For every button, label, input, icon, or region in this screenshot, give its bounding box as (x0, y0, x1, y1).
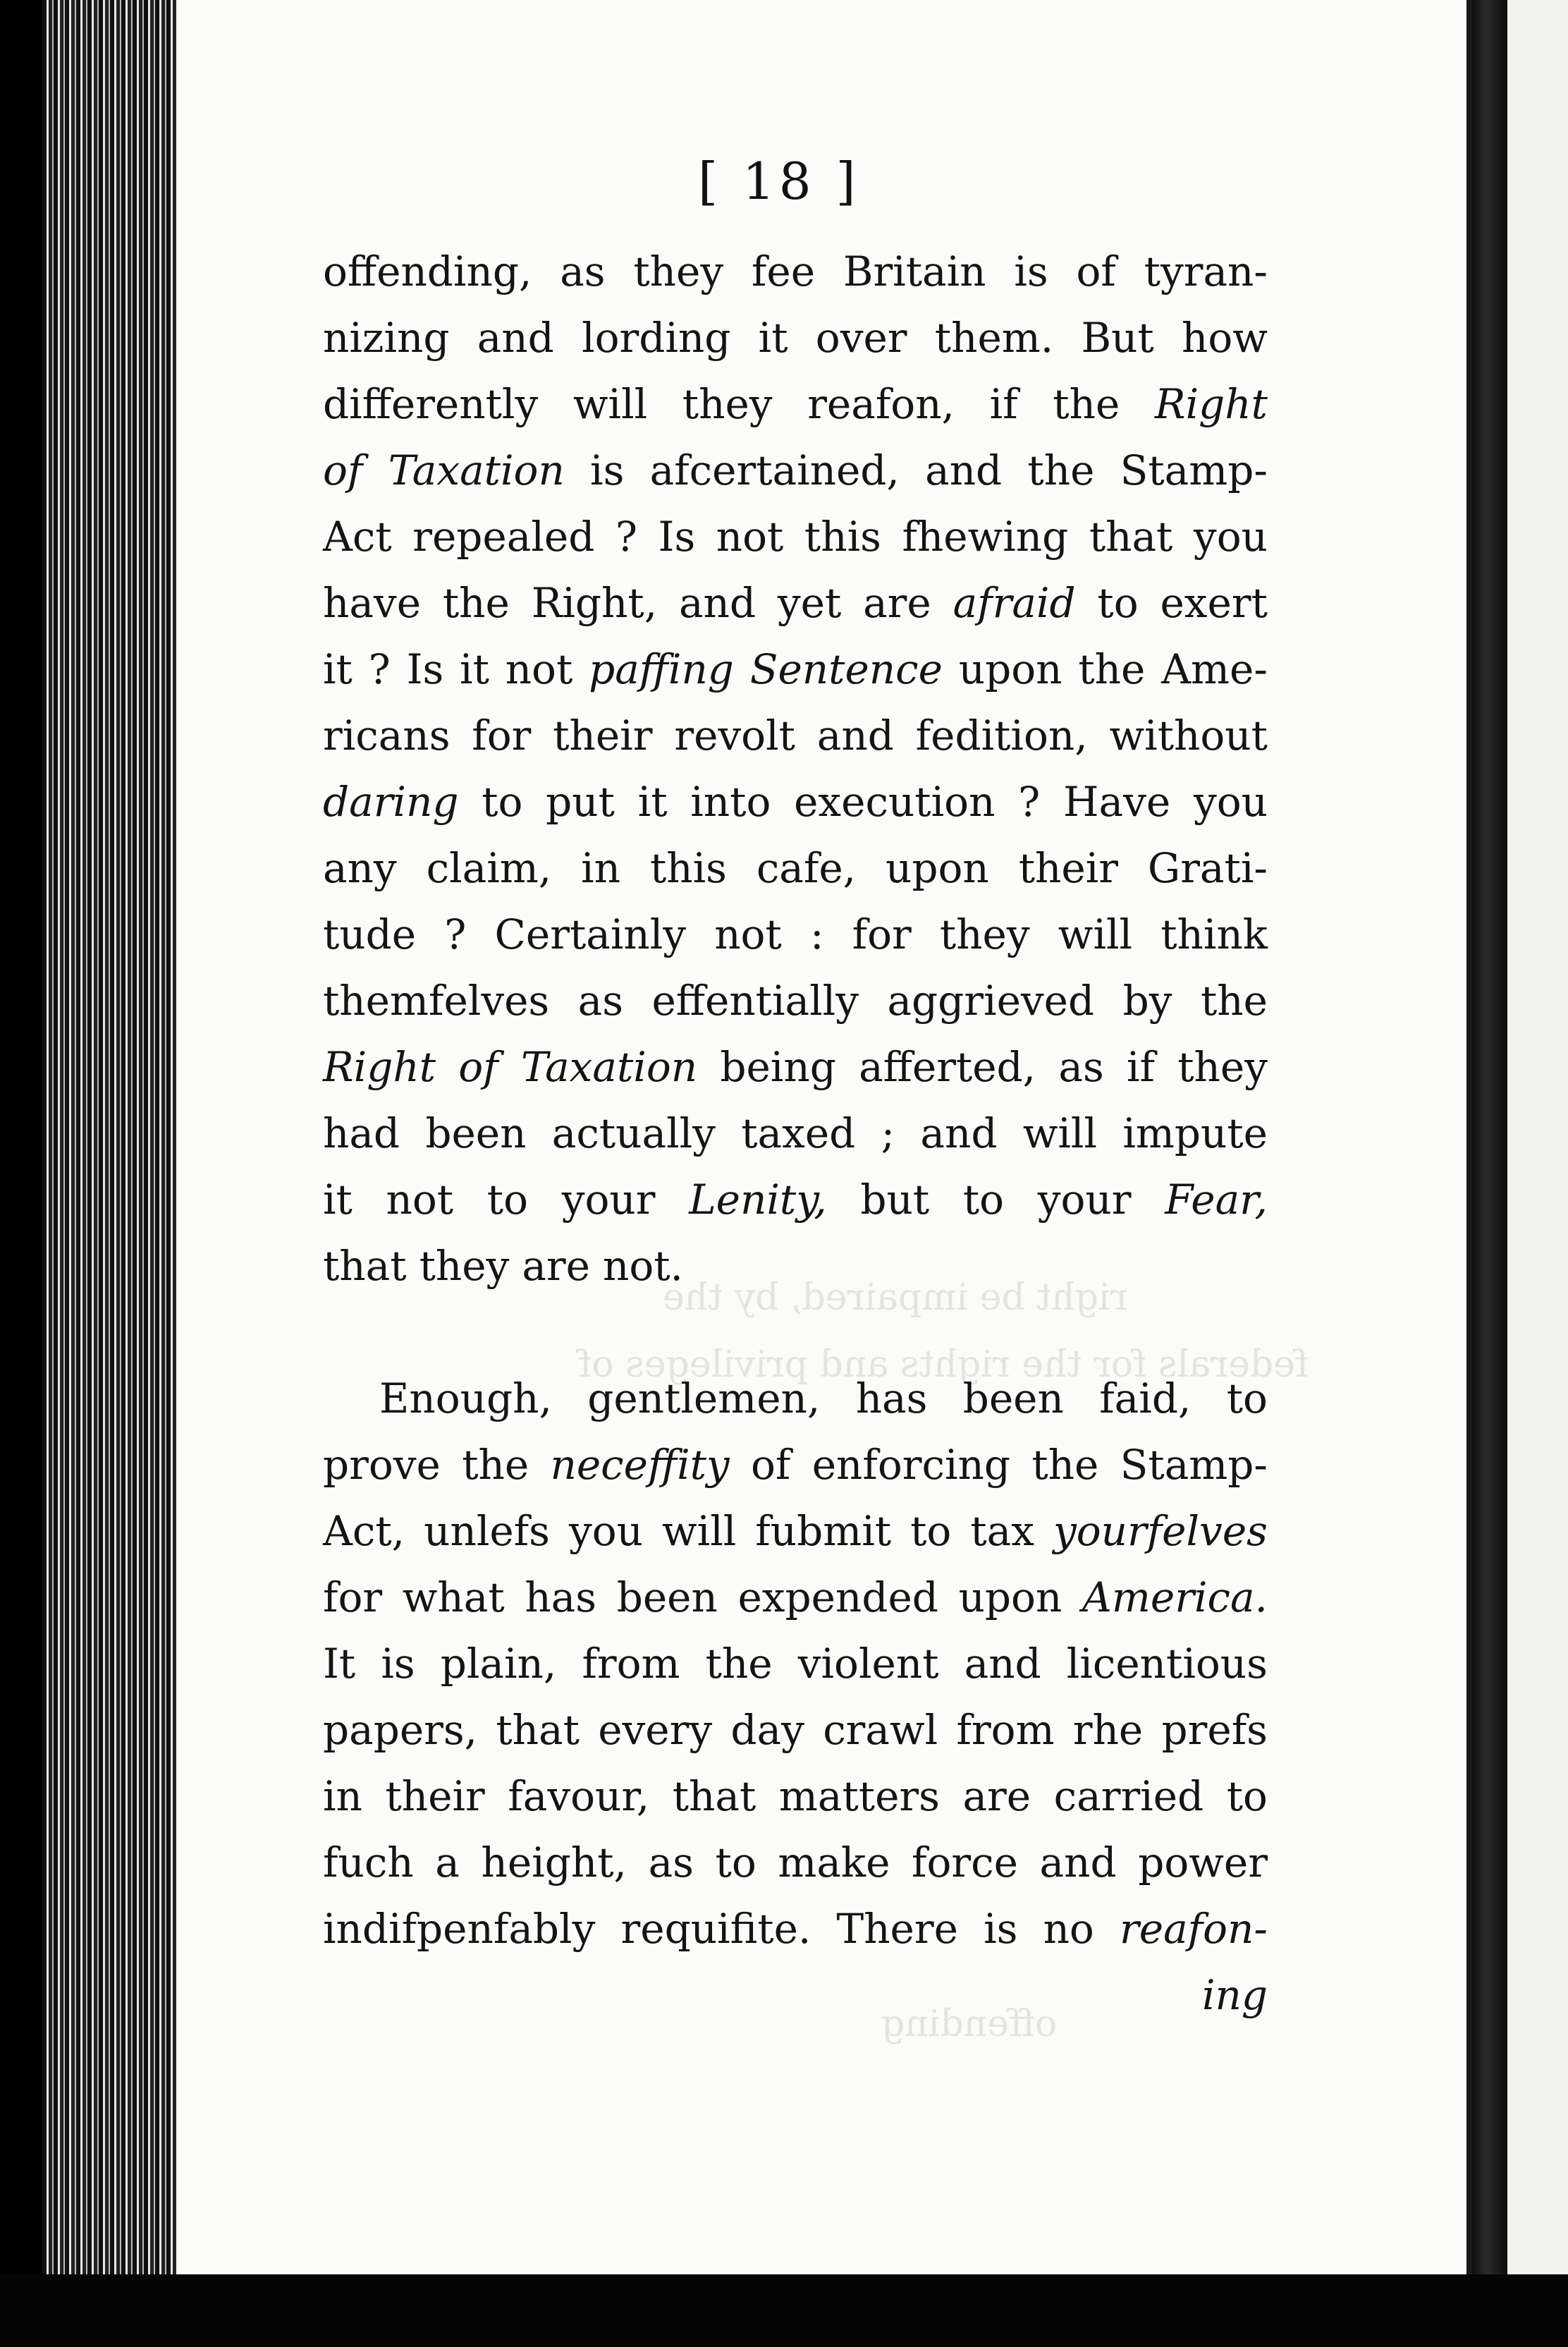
margin-mark: ▪ (14, 1647, 31, 1675)
italic-word: Taxation (520, 1043, 698, 1091)
word: for (323, 1573, 383, 1621)
word: are (863, 579, 931, 627)
word: from (956, 1706, 1055, 1754)
word: the (1078, 645, 1146, 693)
word: favour, (508, 1772, 650, 1820)
word: as (577, 977, 623, 1025)
word: rhe (1072, 1706, 1144, 1754)
word: ? (444, 910, 467, 958)
word: is (1014, 248, 1048, 295)
word: you (568, 1507, 643, 1555)
text-line (323, 238, 1268, 305)
italic-word: of (323, 446, 363, 494)
word: fubmit (755, 1507, 892, 1555)
text-line (323, 1829, 1268, 1896)
text-line (323, 1564, 1268, 1630)
word: Stamp- (1120, 446, 1268, 494)
word: if (989, 380, 1018, 428)
word: to (1226, 1772, 1268, 1820)
word: being (720, 1043, 836, 1091)
text-line (323, 702, 1268, 769)
word: not. (602, 1242, 683, 1290)
text-line (323, 968, 1268, 1034)
word: have (323, 579, 422, 627)
text-line (323, 1697, 1268, 1763)
text-line (323, 1365, 1268, 1432)
text-line (323, 1166, 1268, 1233)
word: fuch (323, 1839, 414, 1886)
word: make (778, 1839, 890, 1886)
word: faid, (1099, 1374, 1192, 1422)
word: the (442, 579, 510, 627)
word: and (920, 1109, 998, 1157)
italic-word: Lenity, (689, 1176, 827, 1224)
word: you (1193, 778, 1268, 826)
word: ? (368, 645, 391, 693)
paragraph-break (323, 1299, 1268, 1365)
word: your (1037, 1176, 1132, 1224)
word: it (637, 778, 668, 826)
word: are (962, 1772, 1031, 1820)
word: carried (1053, 1772, 1204, 1820)
word: had (323, 1109, 400, 1157)
italic-word: afraid (953, 579, 1076, 627)
word: to (962, 1176, 1005, 1224)
word: tax (970, 1507, 1034, 1555)
word: been (425, 1109, 527, 1157)
word: But (1081, 314, 1154, 362)
word: it (323, 645, 353, 693)
text-line (323, 1233, 1268, 1299)
word: the (1031, 1441, 1099, 1489)
word: Is (658, 513, 696, 561)
word: lording (582, 314, 731, 362)
word: put (546, 778, 615, 826)
word: and (925, 446, 1003, 494)
word: are (522, 1242, 590, 1290)
word: but (860, 1176, 930, 1224)
word: aggrieved (887, 977, 1095, 1025)
word: papers, (323, 1706, 478, 1754)
text-line (323, 371, 1268, 437)
word: yet (777, 579, 842, 627)
word: to (715, 1839, 757, 1886)
word: ; (881, 1109, 895, 1157)
word: day (730, 1706, 804, 1754)
italic-word: paffing (589, 645, 734, 693)
word: revolt (674, 712, 795, 760)
word: and (1039, 1839, 1117, 1886)
word: has (525, 1573, 597, 1621)
italic-word: Right (1154, 380, 1268, 428)
word: without (1109, 712, 1268, 760)
word: height, (481, 1839, 627, 1886)
word: they (1177, 1043, 1268, 1091)
text-line (323, 835, 1268, 901)
word: unlefs (424, 1507, 550, 1555)
word: as (1058, 1043, 1104, 1091)
word: enforcing (811, 1441, 1011, 1489)
word: Britain (843, 248, 986, 295)
word: that (496, 1706, 580, 1754)
word: for (852, 910, 912, 958)
word: Is (406, 645, 444, 693)
text-line (323, 1498, 1268, 1564)
word: the (1200, 977, 1268, 1025)
word: repealed (412, 513, 595, 561)
word: in (323, 1772, 362, 1820)
word: to (1226, 1374, 1268, 1422)
word: afcertained, (649, 446, 900, 494)
word: they (419, 1242, 510, 1290)
text-line (323, 1763, 1268, 1829)
word: tyran- (1144, 248, 1268, 295)
italic-word: Sentence (749, 645, 943, 693)
word: and (816, 712, 894, 760)
word: Act (323, 513, 392, 561)
word: matters (778, 1772, 940, 1820)
word: will (1022, 1109, 1098, 1157)
word: upon (958, 1573, 1062, 1621)
word: them. (934, 314, 1054, 362)
word: and (477, 314, 554, 362)
word: ? (1018, 778, 1041, 826)
word: no (1043, 1905, 1094, 1953)
word: claim, (426, 844, 552, 892)
text-line (323, 636, 1268, 702)
word: crawl (823, 1706, 938, 1754)
word: it (460, 645, 489, 693)
italic-word: yourfelves (1053, 1507, 1268, 1555)
word: the (705, 1640, 773, 1688)
word: It (323, 1640, 356, 1688)
word: the (1027, 446, 1095, 494)
margin-mark: ▿ (20, 1985, 32, 2013)
word: taxed (741, 1109, 856, 1157)
word: power (1138, 1839, 1268, 1886)
page-fore-edge (42, 0, 183, 2347)
word: not (714, 910, 782, 958)
word: as (560, 248, 606, 295)
word: to (482, 778, 523, 826)
word: of (1076, 248, 1116, 295)
word: think (1160, 910, 1268, 958)
word: will (572, 380, 648, 428)
word: is (984, 1905, 1018, 1953)
word: expended (737, 1573, 938, 1621)
italic-word: Right (323, 1043, 436, 1091)
word: their (385, 1772, 485, 1820)
word: impute (1122, 1109, 1268, 1157)
word: offending, (323, 248, 532, 295)
text-line (323, 1100, 1268, 1166)
word: force (912, 1839, 1018, 1886)
word: into (690, 778, 771, 826)
word: ? (615, 513, 637, 561)
word: fhewing (902, 513, 1069, 561)
text-line (323, 1896, 1268, 1962)
text-line (323, 1432, 1268, 1498)
text-line (323, 570, 1268, 636)
word: Enough, (379, 1374, 552, 1422)
word: that (323, 1242, 407, 1290)
word: will (1058, 910, 1133, 958)
text-line (323, 504, 1268, 570)
italic-word: America. (1082, 1573, 1268, 1621)
word: fedition, (915, 712, 1088, 760)
word: has (855, 1374, 928, 1422)
word: is (590, 446, 625, 494)
word: they (682, 380, 773, 428)
word: ricans (323, 712, 451, 760)
word: violent (797, 1640, 939, 1688)
word: the (462, 1441, 529, 1489)
bottom-shadow (0, 2274, 1568, 2347)
word: Have (1062, 778, 1171, 826)
word: every (598, 1706, 713, 1754)
text-line (323, 305, 1268, 371)
word: how (1182, 314, 1268, 362)
catchword (323, 1962, 1268, 2028)
text-line (323, 437, 1268, 504)
word: execution (794, 778, 996, 826)
word: exert (1160, 579, 1268, 627)
word: : (809, 910, 824, 958)
word: if (1126, 1043, 1155, 1091)
facing-page-edge (1507, 0, 1568, 2274)
word: Ame- (1161, 645, 1268, 693)
word: will (662, 1507, 737, 1555)
word: and (678, 579, 757, 627)
word: licentious (1066, 1640, 1268, 1688)
word: any (323, 844, 397, 892)
word: this (804, 513, 881, 561)
word: in (581, 844, 621, 892)
word: effentially (651, 977, 859, 1025)
word: indifpenfably (323, 1905, 596, 1953)
bleed-through-text: offending (881, 2003, 1058, 2045)
word: is (381, 1640, 415, 1688)
word: this (649, 844, 727, 892)
word: your (561, 1176, 656, 1224)
word: cafe, (756, 844, 857, 892)
bleed-through-text: federals for the rights and privileges of (578, 1343, 1309, 1386)
word: differently (323, 380, 539, 428)
word: for (472, 712, 532, 760)
word: Act, (323, 1507, 405, 1555)
word: it (758, 314, 788, 362)
word: by (1122, 977, 1172, 1025)
text-line (323, 1034, 1268, 1100)
word: been (616, 1573, 718, 1621)
bleed-through-text: right be impaired, by the (663, 1276, 1128, 1319)
word: Stamp- (1120, 1441, 1268, 1489)
word: upon (958, 645, 1062, 693)
italic-word: neceffity (550, 1441, 730, 1489)
word: their (553, 712, 653, 760)
word: actually (551, 1109, 716, 1157)
word: themfelves (323, 977, 550, 1025)
word: to (486, 1176, 529, 1224)
italic-word: reafon- (1120, 1905, 1268, 1953)
page-number-header: [ 18 ] (698, 152, 860, 211)
word: not (716, 513, 784, 561)
word: gentlemen, (587, 1374, 821, 1422)
word: Right, (531, 579, 658, 627)
word: requifite. (620, 1905, 811, 1953)
word: they (939, 910, 1030, 958)
word: tude (323, 910, 417, 958)
word: they (633, 248, 724, 295)
word: afferted, (859, 1043, 1036, 1091)
word: you (1193, 513, 1268, 561)
word: not (386, 1176, 454, 1224)
text-line (323, 769, 1268, 835)
italic-word: Fear, (1165, 1176, 1268, 1224)
word: to (910, 1507, 952, 1555)
word: not (505, 645, 573, 693)
word: it (323, 1176, 353, 1224)
margin-mark: ‹ (6, 1400, 16, 1428)
word: their (1018, 844, 1118, 892)
word: the (1053, 380, 1120, 428)
italic-word: of (458, 1043, 498, 1091)
text-line (323, 1630, 1268, 1697)
word: reafon, (807, 380, 955, 428)
text-line (323, 901, 1268, 968)
word: prove (323, 1441, 441, 1489)
italic-word: daring (323, 778, 459, 826)
word: been (962, 1374, 1064, 1422)
binding-gutter (1472, 0, 1507, 2347)
italic-word: Taxation (388, 446, 565, 494)
word: that (1089, 513, 1173, 561)
italic-word: ing (1201, 1971, 1268, 2019)
word: prefs (1161, 1706, 1268, 1754)
word: and (964, 1640, 1041, 1688)
word: upon (886, 844, 989, 892)
word: over (815, 314, 907, 362)
word: Certainly (494, 910, 687, 958)
body-text (323, 238, 1268, 2028)
word: nizing (323, 314, 450, 362)
word: from (582, 1640, 680, 1688)
word: Grati- (1147, 844, 1268, 892)
word: to (1097, 579, 1139, 627)
word: what (402, 1573, 505, 1621)
word: that (672, 1772, 757, 1820)
word: There (836, 1905, 958, 1953)
word: of (751, 1441, 791, 1489)
word: fee (751, 248, 816, 295)
word: as (648, 1839, 694, 1886)
word: a (435, 1839, 460, 1886)
word: plain, (440, 1640, 557, 1688)
